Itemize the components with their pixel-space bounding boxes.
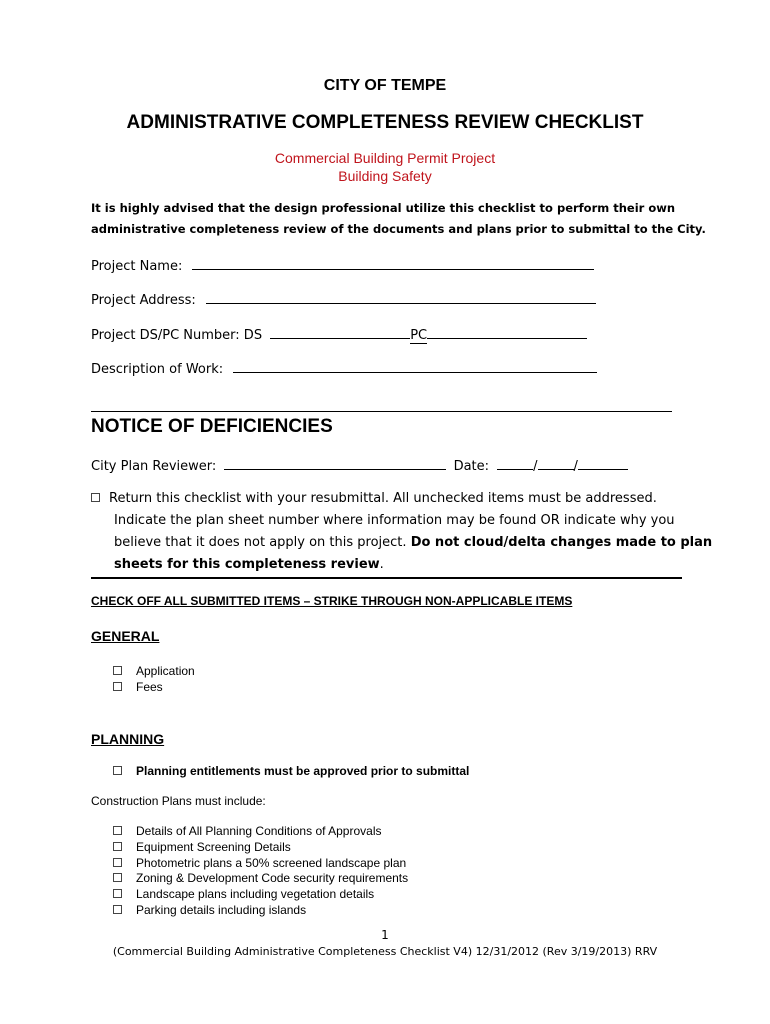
project-address-line[interactable] <box>206 289 596 304</box>
checkbox[interactable] <box>113 666 122 675</box>
project-name-line[interactable] <box>192 255 594 270</box>
checkbox[interactable] <box>113 682 122 691</box>
pc-number-line[interactable] <box>427 324 587 339</box>
planning-item-label: Landscape plans including vegetation details <box>136 887 375 901</box>
project-address-label: Project Address: <box>91 293 196 308</box>
return-line-2: Indicate the plan sheet number where information may be found OR indicate why you <box>114 513 675 528</box>
advisory-line-2: administrative completeness review of the documents and plans prior to submittal to the City. <box>91 222 706 236</box>
ds-pc-number-field[interactable] <box>91 324 587 344</box>
reviewer-line[interactable] <box>224 455 446 470</box>
return-line-1: Return this checklist with your resubmittal. All unchecked items must be addressed. <box>109 491 657 506</box>
planning-item[interactable] <box>113 856 406 870</box>
planning-item-label: Details of All Planning Conditions of Approvals <box>136 824 382 838</box>
return-line-4 <box>114 557 384 572</box>
general-item-application[interactable] <box>113 664 195 678</box>
instruction-divider <box>91 577 682 579</box>
planning-entitlements-label: Planning entitlements must be approved prior to submittal <box>136 764 470 778</box>
planning-item-label: Equipment Screening Details <box>136 840 291 854</box>
description-line[interactable] <box>233 358 597 373</box>
project-address-field[interactable] <box>91 289 596 308</box>
subtitle-department: Building Safety <box>338 168 432 184</box>
planning-item[interactable] <box>113 824 381 838</box>
checkbox[interactable] <box>113 889 122 898</box>
checkbox[interactable] <box>113 873 122 882</box>
checkbox[interactable] <box>113 905 122 914</box>
general-heading: GENERAL <box>91 628 160 644</box>
check-off-instruction: CHECK OFF ALL SUBMITTED ITEMS – STRIKE THROUGH NON-APPLICABLE ITEMS <box>91 594 573 608</box>
return-instruction <box>91 491 657 506</box>
planning-item-label: Parking details including islands <box>136 903 307 917</box>
date-label: Date: <box>453 459 490 474</box>
page-number: 1 <box>381 928 389 942</box>
planning-item[interactable] <box>113 887 374 901</box>
section-divider <box>91 411 672 412</box>
project-name-label: Project Name: <box>91 259 183 274</box>
city-name: CITY OF TEMPE <box>323 77 447 94</box>
advisory-line-1: It is highly advised that the design professional utilize this checklist to perform their own <box>91 201 676 215</box>
project-name-field[interactable] <box>91 255 594 274</box>
date-slash-1: / <box>533 459 538 474</box>
checkbox[interactable] <box>113 766 122 775</box>
date-year-line[interactable] <box>578 455 628 470</box>
planning-item-label: Photometric plans a 50% screened landscape plan <box>136 856 407 870</box>
date-month-line[interactable] <box>497 455 533 470</box>
planning-item[interactable] <box>113 903 306 917</box>
return-line-3-bold: Do not cloud/delta changes made to plan <box>410 535 713 550</box>
footer-note: (Commercial Building Administrative Completeness Checklist V4) 12/31/2012 (Rev 3/19/2013) RRV <box>112 945 658 958</box>
pc-label: PC <box>410 328 428 343</box>
date-day-line[interactable] <box>538 455 574 470</box>
checkbox[interactable] <box>113 858 122 867</box>
notice-heading: NOTICE OF DEFICIENCIES <box>91 416 333 437</box>
general-item-label: Fees <box>136 680 163 694</box>
return-line-4-end: . <box>379 557 384 572</box>
subtitle-project-type: Commercial Building Permit Project <box>274 150 496 166</box>
planning-item[interactable] <box>113 871 408 885</box>
general-item-fees[interactable] <box>113 680 163 694</box>
return-line-3-normal: believe that it does not apply on this project. <box>114 535 407 550</box>
ds-number-label: Project DS/PC Number: DS <box>91 328 263 343</box>
ds-number-line[interactable] <box>270 324 410 339</box>
return-line-4-bold: sheets for this completeness review <box>114 557 380 572</box>
reviewer-label: City Plan Reviewer: <box>91 459 217 474</box>
checkbox[interactable] <box>113 842 122 851</box>
planning-heading: PLANNING <box>91 731 165 747</box>
planning-entitlements-item[interactable] <box>113 764 469 778</box>
construction-plans-label: Construction Plans must include: <box>91 794 266 808</box>
checkbox[interactable] <box>113 826 122 835</box>
planning-item[interactable] <box>113 840 291 854</box>
description-field[interactable] <box>91 358 597 377</box>
planning-item-label: Zoning & Development Code security requirements <box>136 871 409 885</box>
return-checkbox[interactable] <box>91 493 100 502</box>
general-item-label: Application <box>136 664 195 678</box>
date-slash-2: / <box>573 459 578 474</box>
document-title: ADMINISTRATIVE COMPLETENESS REVIEW CHECKLIST <box>126 112 644 133</box>
return-line-3 <box>114 535 712 550</box>
description-label: Description of Work: <box>91 362 224 377</box>
reviewer-date-field[interactable] <box>91 455 628 474</box>
